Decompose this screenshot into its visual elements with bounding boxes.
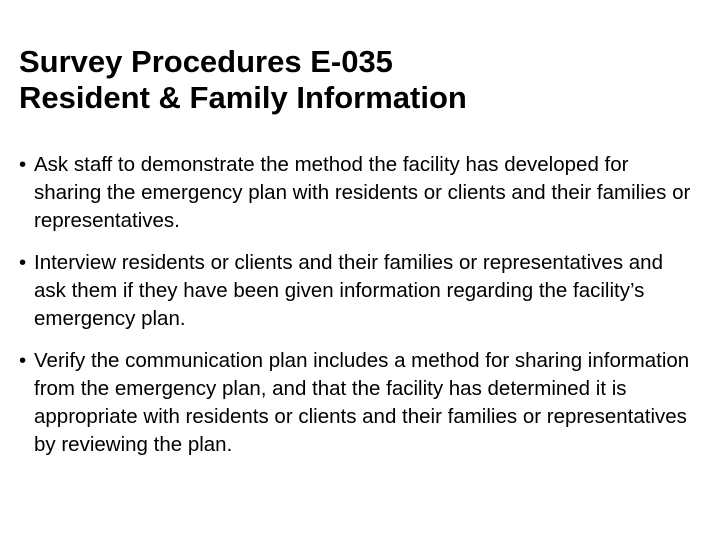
- slide-title: [19, 44, 699, 116]
- title-line-1: Survey Procedures E-035: [19, 44, 393, 79]
- bullet-icon: •: [19, 153, 27, 176]
- bullet-text: Interview residents or clients and their families or representatives and ask them if they have been given information regarding the facility’s emergency plan.: [34, 251, 663, 330]
- bullet-item-verify: [19, 347, 699, 459]
- bullet-icon: •: [19, 349, 27, 372]
- title-line-2: Resident & Family Information: [19, 80, 467, 115]
- bullet-item-ask-staff: [19, 151, 699, 235]
- bullet-list: [19, 151, 699, 473]
- bullet-text: Ask staff to demonstrate the method the facility has developed for sharing the emergency plan with residents or clients and their families or representatives.: [34, 153, 691, 232]
- bullet-item-interview: [19, 249, 699, 333]
- bullet-text: Verify the communication plan includes a method for sharing information from the emergency plan, and that the facility has determined it is appropriate with residents or clients and their families or representatives by reviewing the plan.: [34, 349, 690, 456]
- bullet-icon: •: [19, 251, 27, 274]
